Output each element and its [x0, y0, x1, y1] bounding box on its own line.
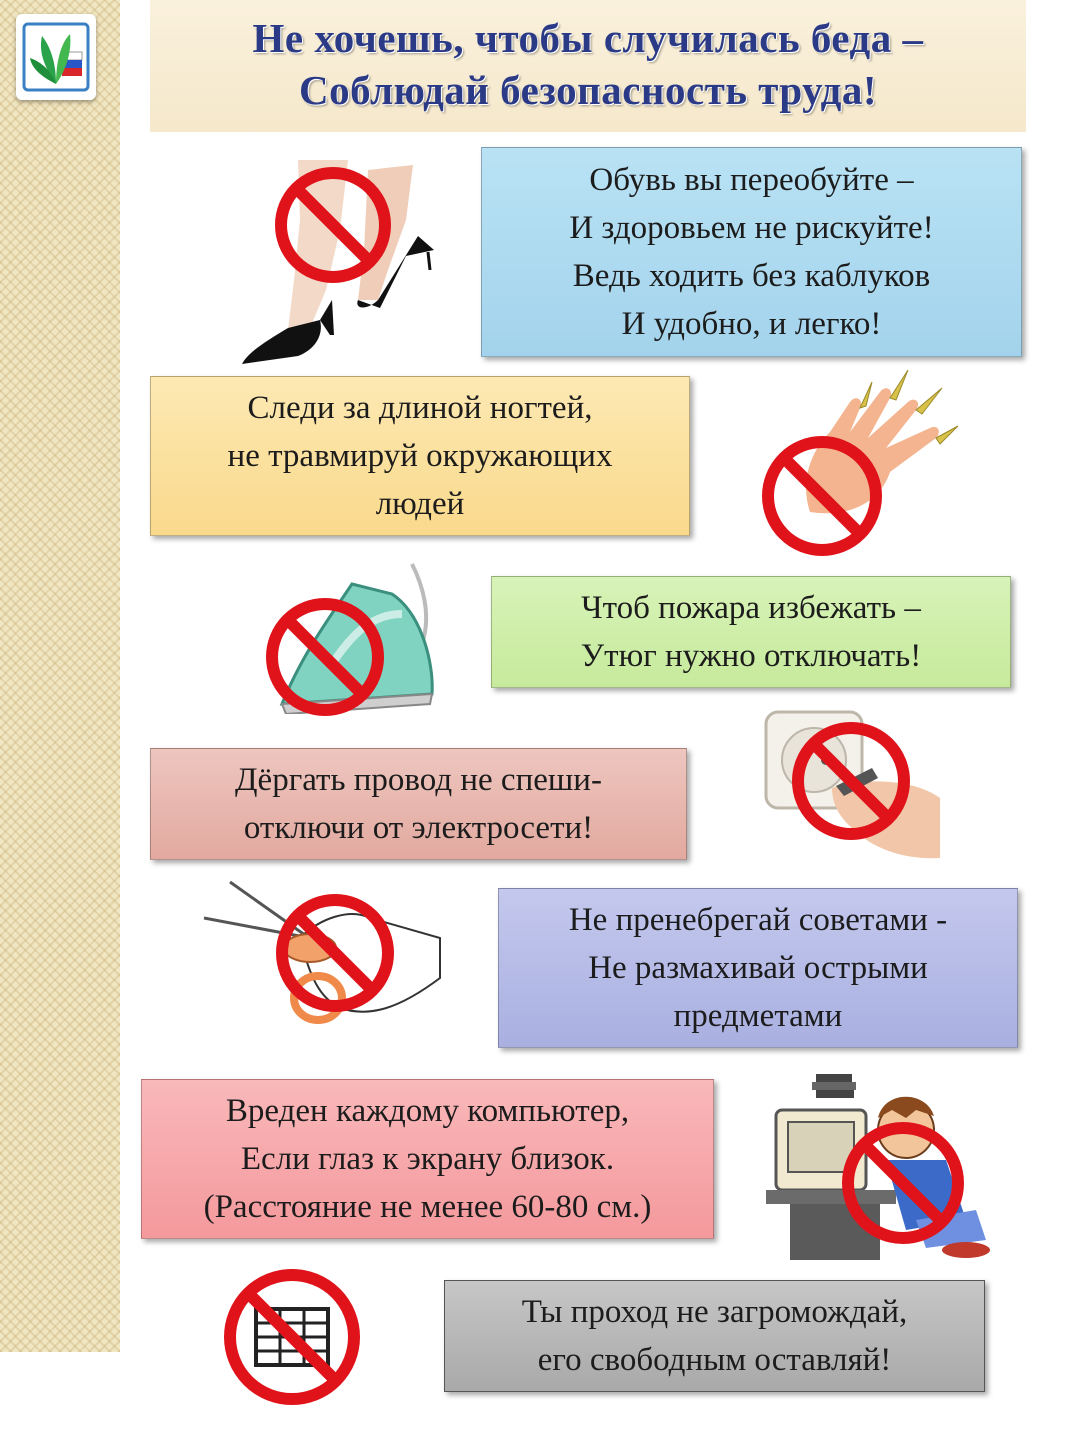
decorative-side-strip — [0, 0, 120, 1352]
prohibition-sign-icon — [272, 890, 398, 1016]
rule-box-nails: Следи за длиной ногтей, не травмируй окружающих людей — [150, 376, 690, 536]
rule-box-passage: Ты проход не загромождай, его свободным оставляй! — [444, 1280, 985, 1392]
rule-box-socket: Дёргать провод не спеши- отключи от электросети! — [150, 748, 687, 860]
prohibition-sign-icon — [271, 163, 395, 287]
prohibition-sign-icon — [758, 432, 886, 560]
prohibition-sign-icon — [788, 718, 914, 844]
rule-box-shoes: Обувь вы переобуйте – И здоровьем не рискуйте! Ведь ходить без каблуков И удобно, и легко! — [481, 147, 1022, 357]
rule-box-iron: Чтоб пожара избежать – Утюг нужно отключать! — [491, 576, 1011, 688]
title-line-1: Не хочешь, чтобы случилась беда – — [252, 15, 924, 61]
title-line-2: Соблюдай безопасность труда! — [298, 67, 877, 113]
poster-header — [150, 0, 1026, 132]
rule-box-computer: Вреден каждому компьютер, Если глаз к экрану близок. (Расстояние не менее 60-80 см.) — [141, 1079, 714, 1239]
rule-box-sharp-objects: Не пренебрегай советами - Не размахивай острыми предметами — [498, 888, 1018, 1048]
blocked-passage-icon — [224, 1269, 360, 1405]
prohibition-sign-icon — [262, 594, 388, 720]
prohibition-sign-icon — [838, 1118, 968, 1248]
union-logo-icon — [16, 14, 96, 100]
